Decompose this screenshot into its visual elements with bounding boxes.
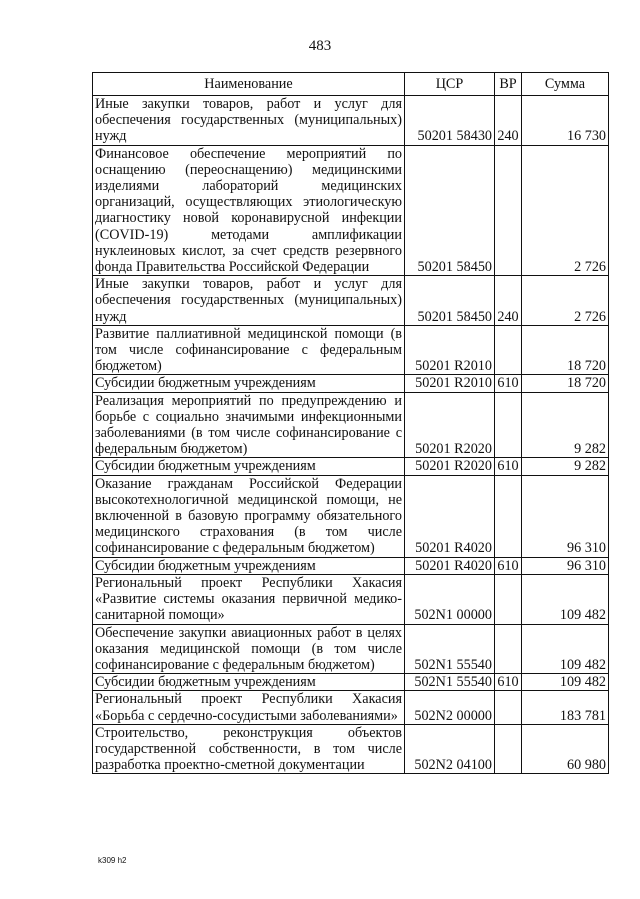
row-vr: 610 (495, 557, 522, 574)
row-csr: 502N1 55540 (405, 674, 495, 691)
header-csr: ЦСР (405, 73, 495, 96)
row-name: Строительство, реконструкция объектов государственной собственности, в том числе разработка проектно-сметной документации (93, 724, 405, 774)
table-row (93, 392, 609, 458)
row-csr: 50201 58430 (405, 96, 495, 146)
row-sum: 9 282 (522, 392, 609, 458)
row-vr: 610 (495, 458, 522, 475)
row-sum: 18 720 (522, 325, 609, 375)
row-name: Иные закупки товаров, работ и услуг для обеспечения государственных (муниципальных) нужд (93, 276, 405, 326)
row-vr: 240 (495, 276, 522, 326)
row-name: Иные закупки товаров, работ и услуг для обеспечения государственных (муниципальных) нужд (93, 96, 405, 146)
row-vr (495, 392, 522, 458)
row-csr: 50201 R2010 (405, 325, 495, 375)
row-csr: 50201 58450 (405, 276, 495, 326)
row-vr: 610 (495, 674, 522, 691)
table-row (93, 574, 609, 624)
row-csr: 50201 R4020 (405, 475, 495, 557)
row-csr: 50201 R4020 (405, 557, 495, 574)
header-name: Наименование (93, 73, 405, 96)
table-row (93, 691, 609, 724)
row-name: Региональный проект Республики Хакасия «Развитие системы оказания первичной медико-санитарной помощи» (93, 574, 405, 624)
row-sum: 2 726 (522, 276, 609, 326)
table-row (93, 145, 609, 276)
row-vr: 240 (495, 96, 522, 146)
table-row (93, 475, 609, 557)
row-name: Оказание гражданам Российской Федерации высокотехнологичной медицинской помощи, не включенной в базовую программу обязательного медицинского страхования (в том числе софинансирование с федеральным бюджетом) (93, 475, 405, 557)
row-csr: 502N2 04100 (405, 724, 495, 774)
row-name: Финансовое обеспечение мероприятий по оснащению (переоснащению) медицинскими изделиями лабораторий медицинских организаций, осуществляющих этиологическую диагностику новой коронавирусной инфекции (COVID-19) методами амплификации нуклеиновых кислот, за счет средств резервного фонда Правительства Российской Федерации (93, 145, 405, 276)
row-vr (495, 145, 522, 276)
row-vr (495, 574, 522, 624)
row-csr: 502N1 55540 (405, 624, 495, 674)
header-sum: Сумма (522, 73, 609, 96)
row-sum: 96 310 (522, 557, 609, 574)
row-sum: 18 720 (522, 375, 609, 392)
row-name: Реализация мероприятий по предупреждению и борьбе с социально значимыми инфекционными заболеваниями (в том числе софинансирование с федеральным бюджетом) (93, 392, 405, 458)
row-vr (495, 724, 522, 774)
row-name: Региональный проект Республики Хакасия «Борьба с сердечно-сосудистыми заболеваниями» (93, 691, 405, 724)
row-vr (495, 475, 522, 557)
row-sum: 2 726 (522, 145, 609, 276)
page-number: 483 (308, 38, 332, 54)
table-row (93, 375, 609, 392)
row-sum: 109 482 (522, 674, 609, 691)
row-csr: 50201 R2010 (405, 375, 495, 392)
table-row (93, 325, 609, 375)
row-sum: 9 282 (522, 458, 609, 475)
row-vr (495, 691, 522, 724)
row-csr: 502N2 00000 (405, 691, 495, 724)
row-vr: 610 (495, 375, 522, 392)
table-row (93, 674, 609, 691)
row-vr (495, 624, 522, 674)
table-row (93, 557, 609, 574)
table-header (93, 73, 609, 96)
row-name: Субсидии бюджетным учреждениям (93, 458, 405, 475)
table-row (93, 276, 609, 326)
header-vr: ВР (495, 73, 522, 96)
row-sum: 96 310 (522, 475, 609, 557)
row-csr: 502N1 00000 (405, 574, 495, 624)
row-name: Обеспечение закупки авиационных работ в целях оказания медицинской помощи (в том числе софинансирование с федеральным бюджетом) (93, 624, 405, 674)
table-row (93, 458, 609, 475)
row-csr: 50201 58450 (405, 145, 495, 276)
row-name: Развитие паллиативной медицинской помощи (в том числе софинансирование с федеральным бюджетом) (93, 325, 405, 375)
row-name: Субсидии бюджетным учреждениям (93, 375, 405, 392)
row-sum: 183 781 (522, 691, 609, 724)
row-name: Субсидии бюджетным учреждениям (93, 557, 405, 574)
row-sum: 60 980 (522, 724, 609, 774)
footer-code: k309 h2 (98, 856, 127, 865)
row-sum: 109 482 (522, 574, 609, 624)
table-row (93, 624, 609, 674)
header-row (93, 73, 609, 96)
row-csr: 50201 R2020 (405, 392, 495, 458)
table-body (93, 96, 609, 774)
row-sum: 109 482 (522, 624, 609, 674)
row-sum: 16 730 (522, 96, 609, 146)
row-vr (495, 325, 522, 375)
table-row (93, 724, 609, 774)
row-name: Субсидии бюджетным учреждениям (93, 674, 405, 691)
budget-table (92, 72, 609, 774)
row-csr: 50201 R2020 (405, 458, 495, 475)
table-row (93, 96, 609, 146)
